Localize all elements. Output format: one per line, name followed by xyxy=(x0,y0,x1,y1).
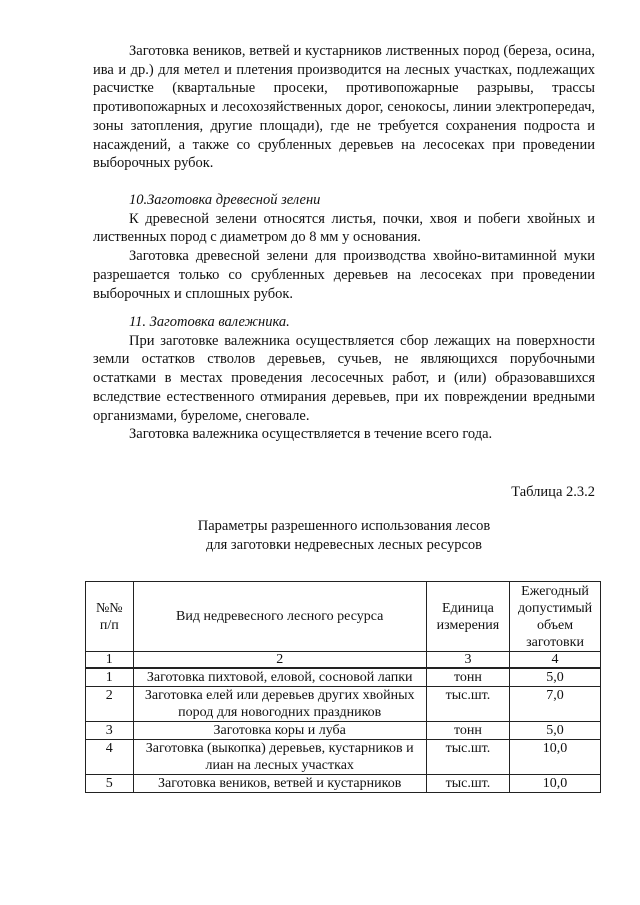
table-row xyxy=(86,775,601,793)
table-title xyxy=(93,517,595,555)
header-unit: Единица измерения xyxy=(426,582,509,652)
column-index-cell: 4 xyxy=(510,652,601,669)
row-unit: тонн xyxy=(426,722,509,740)
row-num: 4 xyxy=(86,740,134,775)
row-volume: 10,0 xyxy=(510,740,601,775)
row-num: 1 xyxy=(86,668,134,687)
row-resource: Заготовка веников, ветвей и кустарников xyxy=(133,775,426,793)
section-deadwood xyxy=(93,313,595,444)
section-heading-11: 11. Заготовка валежника. xyxy=(129,314,290,330)
row-resource: Заготовка елей или деревьев других хвойных пород для новогодних праздников xyxy=(133,687,426,722)
column-index-row xyxy=(86,652,601,669)
table-row xyxy=(86,687,601,722)
intro-block xyxy=(93,42,595,173)
paragraph-greenery-harvest: Заготовка древесной зелени для производства хвойно-витаминной муки разрешается только со срубленных деревьев на лесосеках при проведении выборочных и сплошных рубок. xyxy=(93,248,595,302)
section-heading-10: 10.Заготовка древесной зелени xyxy=(129,192,321,208)
row-unit: тыс.шт. xyxy=(426,775,509,793)
row-num: 3 xyxy=(86,722,134,740)
row-resource: Заготовка (выкопка) деревьев, кустарников и лиан на лесных участках xyxy=(133,740,426,775)
column-index-cell: 2 xyxy=(133,652,426,669)
paragraph-greenery-definition: К древесной зелени относятся листья, почки, хвоя и побеги хвойных и лиственных пород с диаметром до 8 мм у основания. xyxy=(93,210,595,246)
table-caption: Таблица 2.3.2 xyxy=(511,484,595,500)
section-wood-greenery xyxy=(93,191,595,303)
row-volume: 7,0 xyxy=(510,687,601,722)
row-unit: тыс.шт. xyxy=(426,687,509,722)
row-num: 5 xyxy=(86,775,134,793)
table-title-line-2: для заготовки недревесных лесных ресурсов xyxy=(206,537,482,553)
table-row xyxy=(86,722,601,740)
header-num: №№ п/п xyxy=(86,582,134,652)
row-volume: 5,0 xyxy=(510,668,601,687)
header-resource-type: Вид недревесного лесного ресурса xyxy=(133,582,426,652)
paragraph-deadwood-season: Заготовка валежника осуществляется в течение всего года. xyxy=(129,426,493,443)
column-index-cell: 3 xyxy=(426,652,509,669)
column-index-cell: 1 xyxy=(86,652,134,669)
paragraph-deadwood-definition: При заготовке валежника осуществляется сбор лежащих на поверхности земли остатков стволов деревьев, сучьев, не являющихся порубочными остатками в местах проведения лесосечных работ, и (или) образовавшихся вследствие естественного отмирания деревьев, при их повреждении вредными организмами, буреломе, снеговале. xyxy=(93,332,595,424)
row-num: 2 xyxy=(86,687,134,722)
row-unit: тыс.шт. xyxy=(426,740,509,775)
table-row xyxy=(86,668,601,687)
table-header-row xyxy=(86,582,601,652)
table-title-line-1: Параметры разрешенного использования лесов xyxy=(197,518,491,534)
header-annual-volume: Ежегодный допустимый объем заготовки xyxy=(510,582,601,652)
resources-table xyxy=(85,581,601,793)
row-resource: Заготовка пихтовой, еловой, сосновой лапки xyxy=(133,668,426,687)
row-volume: 10,0 xyxy=(510,775,601,793)
row-volume: 5,0 xyxy=(510,722,601,740)
row-unit: тонн xyxy=(426,668,509,687)
paragraph-brooms: Заготовка веников, ветвей и кустарников лиственных пород (береза, осина, ива и др.) для метел и плетения производится на лесных участках, подлежащих расчистке (квартальные просеки, противопожарные разрывы, трассы противопожарных и лесохозяйственных дорог, сенокосы, линии электропередач, зоны затопления, другие площади), где не требуется сохранения подроста и насаждений, а также со срубленных деревьев на лесосеках при проведении выборочных рубок. xyxy=(93,43,595,172)
row-resource: Заготовка коры и луба xyxy=(133,722,426,740)
table-row xyxy=(86,740,601,775)
